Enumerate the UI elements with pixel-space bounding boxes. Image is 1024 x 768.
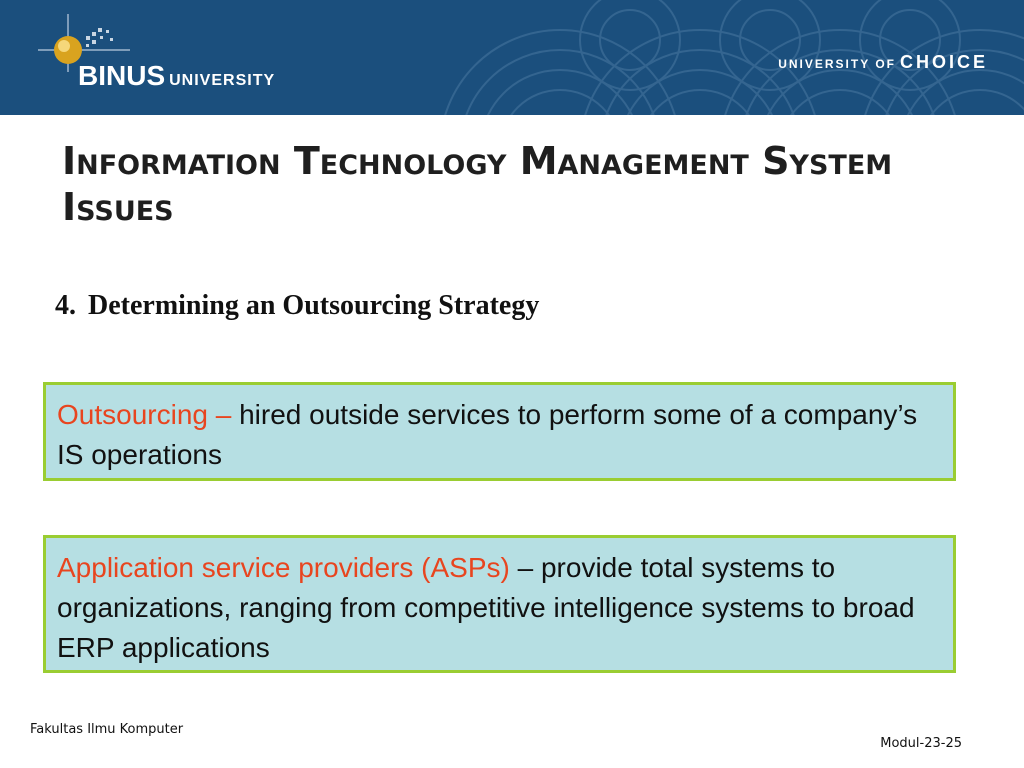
subtitle-text: Determining an Outsourcing Strategy (88, 290, 540, 321)
footer-faculty: Fakultas Ilmu Komputer (30, 722, 184, 737)
term-asp: Application service providers (ASPs) (57, 552, 510, 583)
slide-subtitle (55, 290, 539, 322)
term-dash: – (215, 399, 232, 430)
header-banner (0, 0, 1024, 115)
definition-outsourcing: hired outside services to perform some of a company’s IS operations (57, 399, 918, 470)
subtitle-number: 4. (55, 290, 76, 321)
term-outsourcing: Outsourcing (57, 399, 208, 430)
binus-logo (30, 12, 310, 102)
definition-box-outsourcing (43, 382, 956, 481)
tagline-big: CHOICE (899, 52, 988, 72)
tagline-small: UNIVERSITY OF (778, 57, 896, 71)
logo-name: BINUS (78, 60, 166, 91)
term-dash: – (517, 552, 534, 583)
definition-box-asp (43, 535, 956, 673)
slide-title: Information Technology Management System Issues (62, 139, 893, 229)
logo-suffix: UNIVERSITY (169, 72, 276, 89)
footer-module: Modul-23-25 (880, 736, 962, 751)
tagline (778, 52, 988, 73)
definition-asp: provide total systems to organizations, ranging from competitive intelligence systems to broad ERP applications (57, 552, 915, 663)
